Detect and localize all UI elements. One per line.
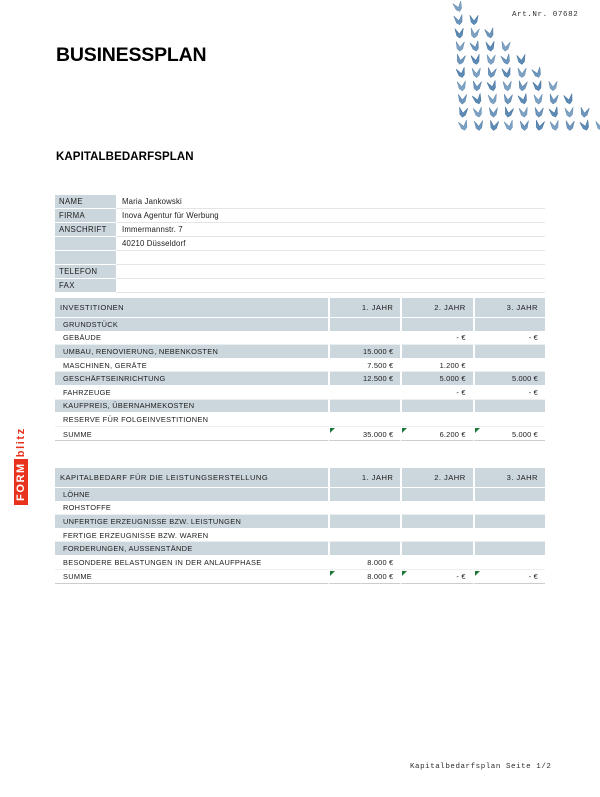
contact-info-table xyxy=(55,195,545,293)
row-value-y3[interactable]: - € xyxy=(473,386,545,400)
row-value-y3[interactable]: - € xyxy=(473,332,545,346)
row-value-y2[interactable] xyxy=(400,502,472,516)
info-row xyxy=(55,209,545,223)
row-value-y1[interactable] xyxy=(328,542,400,556)
summary-value-y2[interactable]: - € xyxy=(400,570,472,585)
table-summary-row xyxy=(55,570,545,585)
info-row-label: FAX xyxy=(55,279,116,293)
page-title: BUSINESSPLAN xyxy=(56,44,207,66)
comment-flag-icon xyxy=(475,428,480,433)
formblitz-logo xyxy=(14,409,28,505)
info-row-label: FIRMA xyxy=(55,209,116,223)
row-value-y3[interactable] xyxy=(473,359,545,373)
info-row xyxy=(55,279,545,293)
column-header-year3: 3. JAHR xyxy=(473,468,545,488)
info-row-label: TELEFON xyxy=(55,265,116,279)
column-header-year2: 2. JAHR xyxy=(400,298,472,318)
info-row-label: NAME xyxy=(55,195,116,209)
row-label: MASCHINEN, GERÄTE xyxy=(55,359,328,373)
table-row xyxy=(55,400,545,414)
row-value-y1[interactable] xyxy=(328,400,400,414)
info-row-value[interactable]: Immermannstr. 7 xyxy=(116,223,545,237)
column-header-category: INVESTITIONEN xyxy=(55,298,328,318)
investments-table xyxy=(55,298,545,441)
row-value-y1[interactable] xyxy=(328,332,400,346)
column-header-year1: 1. JAHR xyxy=(328,468,400,488)
summary-label: SUMME xyxy=(55,570,328,585)
row-label: LÖHNE xyxy=(55,488,328,502)
row-value-y1[interactable] xyxy=(328,502,400,516)
row-label: UNFERTIGE ERZEUGNISSE BZW. LEISTUNGEN xyxy=(55,515,328,529)
info-row-label xyxy=(55,237,116,251)
row-value-y3[interactable] xyxy=(473,529,545,543)
row-value-y3[interactable] xyxy=(473,515,545,529)
row-value-y1[interactable]: 12.500 € xyxy=(328,372,400,386)
summary-value-y1[interactable]: 8.000 € xyxy=(328,570,400,585)
row-value-y3[interactable] xyxy=(473,345,545,359)
row-value-y1[interactable]: 15.000 € xyxy=(328,345,400,359)
row-label: GEBÄUDE xyxy=(55,332,328,346)
info-row-value[interactable]: Inova Agentur für Werbung xyxy=(116,209,545,223)
operating-capital-table xyxy=(55,468,545,584)
table-row xyxy=(55,413,545,427)
row-value-y1[interactable] xyxy=(328,488,400,502)
row-label: RESERVE FÜR FOLGEINVESTITIONEN xyxy=(55,413,328,427)
row-value-y2[interactable] xyxy=(400,318,472,332)
table-row xyxy=(55,332,545,346)
row-label: GESCHÄFTSEINRICHTUNG xyxy=(55,372,328,386)
row-value-y1[interactable] xyxy=(328,529,400,543)
row-value-y1[interactable]: 8.000 € xyxy=(328,556,400,570)
table-row xyxy=(55,556,545,570)
summary-value-y3[interactable]: - € xyxy=(473,570,545,585)
row-value-y3[interactable] xyxy=(473,502,545,516)
row-label: UMBAU, RENOVIERUNG, NEBENKOSTEN xyxy=(55,345,328,359)
table-row xyxy=(55,345,545,359)
row-value-y3[interactable] xyxy=(473,542,545,556)
column-header-year3: 3. JAHR xyxy=(473,298,545,318)
info-row-value[interactable] xyxy=(116,251,545,265)
comment-flag-icon xyxy=(330,428,335,433)
row-value-y3[interactable] xyxy=(473,556,545,570)
table-header-row xyxy=(55,298,545,318)
comment-flag-icon xyxy=(402,571,407,576)
row-value-y2[interactable] xyxy=(400,556,472,570)
row-value-y1[interactable] xyxy=(328,515,400,529)
column-header-year1: 1. JAHR xyxy=(328,298,400,318)
table-row xyxy=(55,502,545,516)
row-label: FAHRZEUGE xyxy=(55,386,328,400)
info-row-value[interactable] xyxy=(116,279,545,293)
row-value-y1[interactable] xyxy=(328,413,400,427)
table-header-row xyxy=(55,468,545,488)
comment-flag-icon xyxy=(402,428,407,433)
logo-form-text: FORM xyxy=(14,459,28,505)
table-row xyxy=(55,318,545,332)
table-row xyxy=(55,515,545,529)
table-row xyxy=(55,529,545,543)
row-value-y3[interactable]: 5.000 € xyxy=(473,372,545,386)
logo-blitz-text: blitz xyxy=(14,424,28,459)
row-label: FERTIGE ERZEUGNISSE BZW. WAREN xyxy=(55,529,328,543)
row-value-y2[interactable] xyxy=(400,515,472,529)
column-header-year2: 2. JAHR xyxy=(400,468,472,488)
info-row xyxy=(55,265,545,279)
info-row-label xyxy=(55,251,116,265)
summary-value-y3[interactable]: 5.000 € xyxy=(473,427,545,442)
row-value-y3[interactable] xyxy=(473,400,545,414)
row-value-y2[interactable]: - € xyxy=(400,332,472,346)
row-label: BESONDERE BELASTUNGEN IN DER ANLAUFPHASE xyxy=(55,556,328,570)
row-value-y2[interactable]: 1.200 € xyxy=(400,359,472,373)
row-label: KAUFPREIS, ÜBERNAHMEKOSTEN xyxy=(55,400,328,414)
row-value-y3[interactable] xyxy=(473,413,545,427)
table-row xyxy=(55,542,545,556)
chevron-decoration xyxy=(452,0,600,132)
row-label: GRUNDSTÜCK xyxy=(55,318,328,332)
table-row xyxy=(55,359,545,373)
section-heading: KAPITALBEDARFSPLAN xyxy=(56,151,194,163)
row-value-y2[interactable]: 5.000 € xyxy=(400,372,472,386)
row-value-y2[interactable] xyxy=(400,529,472,543)
info-row xyxy=(55,223,545,237)
table-row xyxy=(55,488,545,502)
info-row xyxy=(55,195,545,209)
row-value-y1[interactable]: 7.500 € xyxy=(328,359,400,373)
info-row-value[interactable]: 40210 Düsseldorf xyxy=(116,237,545,251)
row-value-y2[interactable] xyxy=(400,413,472,427)
info-row xyxy=(55,237,545,251)
summary-label: SUMME xyxy=(55,427,328,442)
summary-value-y1[interactable]: 35.000 € xyxy=(328,427,400,442)
row-value-y2[interactable] xyxy=(400,345,472,359)
table-row xyxy=(55,372,545,386)
row-value-y2[interactable] xyxy=(400,400,472,414)
info-row-value[interactable]: Maria Jankowski xyxy=(116,195,545,209)
row-label: ROHSTOFFE xyxy=(55,502,328,516)
table-summary-row xyxy=(55,427,545,442)
row-value-y1[interactable] xyxy=(328,386,400,400)
comment-flag-icon xyxy=(330,571,335,576)
info-row xyxy=(55,251,545,265)
row-value-y2[interactable] xyxy=(400,542,472,556)
info-row-label: ANSCHRIFT xyxy=(55,223,116,237)
summary-value-y2[interactable]: 6.200 € xyxy=(400,427,472,442)
column-header-category: KAPITALBEDARF FÜR DIE LEISTUNGSERSTELLUNG xyxy=(55,468,328,488)
table-row xyxy=(55,386,545,400)
footer-text: Kapitalbedarfsplan Seite 1/2 xyxy=(410,763,552,771)
row-value-y3[interactable] xyxy=(473,318,545,332)
row-label: FORDERUNGEN, AUSSENSTÄNDE xyxy=(55,542,328,556)
article-number: Art.Nr. 07682 xyxy=(512,11,579,19)
row-value-y2[interactable] xyxy=(400,488,472,502)
row-value-y3[interactable] xyxy=(473,488,545,502)
comment-flag-icon xyxy=(475,571,480,576)
row-value-y1[interactable] xyxy=(328,318,400,332)
info-row-value[interactable] xyxy=(116,265,545,279)
row-value-y2[interactable]: - € xyxy=(400,386,472,400)
